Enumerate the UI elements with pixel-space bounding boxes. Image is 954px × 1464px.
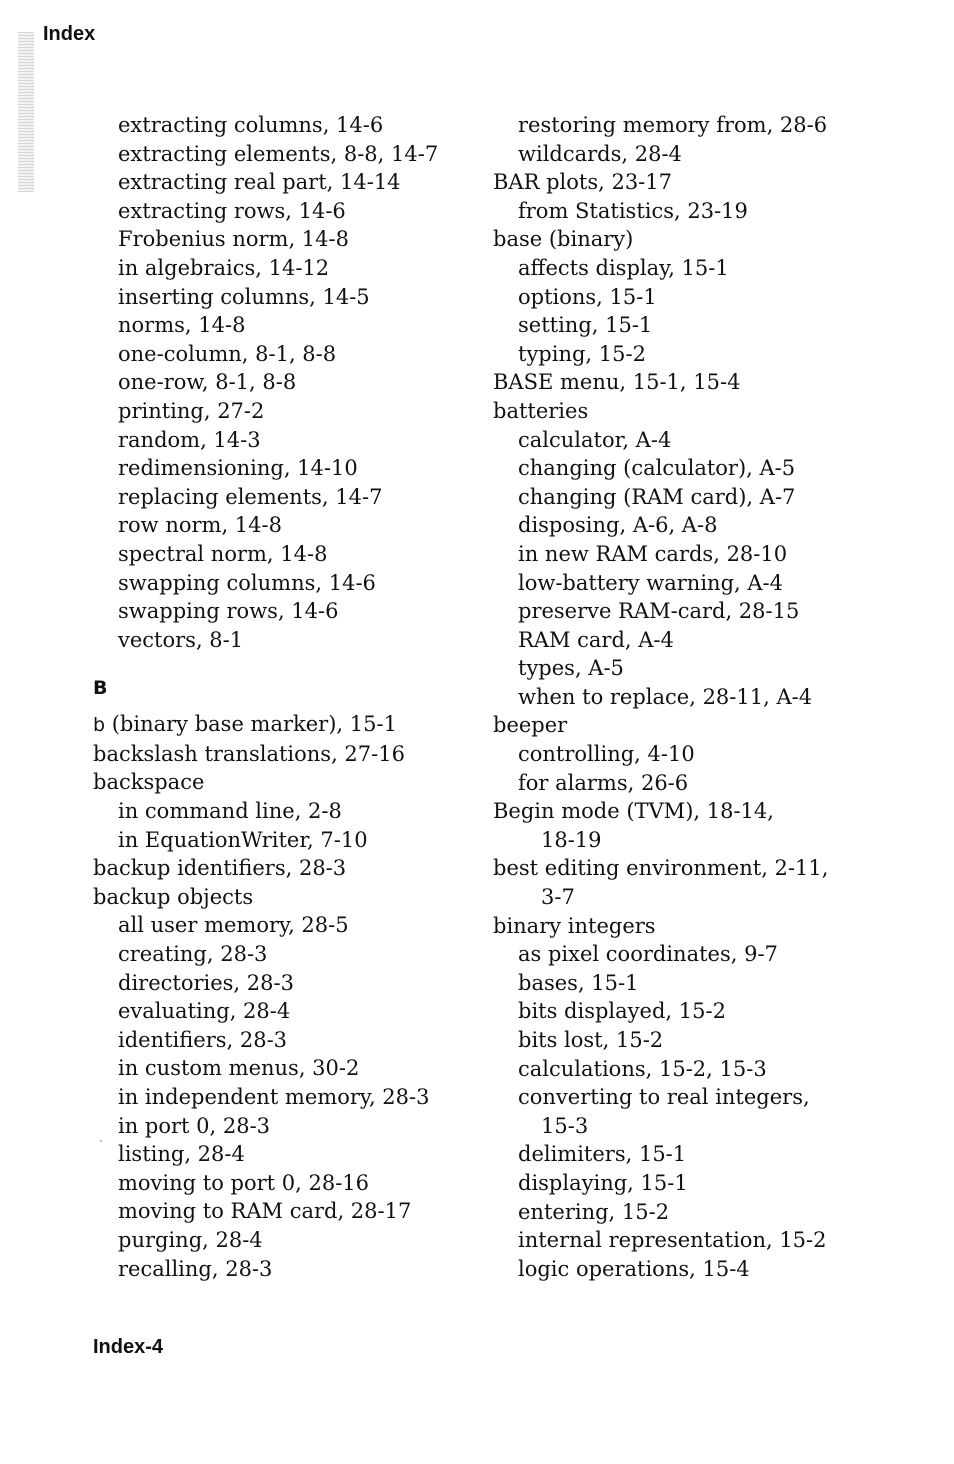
index-entry: moving to RAM card, 28-17	[118, 1199, 412, 1224]
right-entries	[493, 111, 933, 1283]
index-entry: typing, 15-2	[518, 341, 646, 366]
index-entry: random, 14-3	[118, 427, 261, 452]
index-entry: setting, 15-1	[518, 313, 653, 338]
index-entry: bits lost, 15-2	[518, 1028, 664, 1052]
index-entry: changing (calculator), A-5	[518, 456, 796, 481]
index-entry: in custom menus, 30-2	[118, 1056, 360, 1081]
index-entry: calculator, A-4	[518, 427, 672, 452]
index-entry: row norm, 14-8	[118, 513, 282, 538]
section-letter-b: B	[93, 677, 108, 700]
index-entry: listing, 28-4	[118, 1142, 245, 1167]
index-entry: printing, 27-2	[118, 398, 265, 423]
index-entry: extracting real part, 14-14	[118, 170, 401, 195]
index-entry: converting to real integers,	[518, 1085, 810, 1110]
index-entry: backspace	[93, 770, 205, 795]
left-column	[93, 111, 493, 1283]
index-entry: in command line, 2-8	[118, 799, 342, 824]
index-entry: internal representation, 15-2	[518, 1228, 827, 1253]
index-entry: evaluating, 28-4	[118, 999, 291, 1024]
index-entry: moving to port 0, 28-16	[118, 1170, 370, 1195]
index-entry: one-row, 8-1, 8-8	[118, 370, 297, 395]
index-entry: best editing environment, 2-11,	[493, 856, 829, 881]
index-entry: Begin mode (TVM), 18-14,	[493, 799, 774, 824]
left-entries-top	[93, 111, 493, 654]
index-entry: redimensioning, 14-10	[118, 456, 358, 481]
index-entry: all user memory, 28-5	[118, 913, 349, 938]
index-entry: bases, 15-1	[518, 970, 639, 995]
index-entry: low-battery warning, A-4	[518, 570, 783, 595]
binary-marker-glyph: b	[93, 714, 106, 737]
index-entry: base (binary)	[493, 227, 634, 252]
scan-speck	[100, 1140, 102, 1142]
index-entry: one-column, 8-1, 8-8	[118, 341, 337, 366]
index-entry: BASE menu, 15-1, 15-4	[493, 370, 741, 395]
index-entry: swapping rows, 14-6	[118, 599, 339, 624]
index-entry: from Statistics, 23-19	[518, 198, 748, 223]
index-entry: extracting columns, 14-6	[118, 113, 384, 137]
index-entry: options, 15-1	[518, 284, 657, 309]
index-entry-binary-marker	[93, 710, 493, 740]
index-entry: for alarms, 26-6	[518, 770, 689, 795]
index-entry: RAM card, A-4	[518, 627, 674, 652]
index-entry: backup identifiers, 28-3	[93, 856, 347, 881]
index-entry: displaying, 15-1	[518, 1170, 688, 1195]
index-entry: extracting rows, 14-6	[118, 198, 346, 223]
index-entry: norms, 14-8	[118, 313, 246, 338]
index-entry: BAR plots, 23-17	[493, 170, 672, 195]
index-entry: vectors, 8-1	[118, 627, 244, 652]
index-entry: purging, 28-4	[118, 1227, 263, 1252]
index-entry: inserting columns, 14-5	[118, 284, 370, 309]
index-entry: Frobenius norm, 14-8	[118, 227, 349, 252]
index-entry: in new RAM cards, 28-10	[518, 541, 788, 566]
index-entry: spectral norm, 14-8	[118, 541, 328, 566]
index-entry: 3-7	[541, 885, 575, 910]
index-entry: 15-3	[541, 1113, 589, 1138]
index-entry: delimiters, 15-1	[518, 1142, 687, 1167]
index-entry: in algebraics, 14-12	[118, 255, 330, 280]
index-entry: when to replace, 28-11, A-4	[518, 684, 813, 709]
index-entry: in port 0, 28-3	[118, 1113, 271, 1138]
running-head: Index	[43, 23, 96, 45]
edge-thumb-tab	[18, 32, 34, 192]
index-entry: identifiers, 28-3	[118, 1027, 288, 1052]
index-entry: directories, 28-3	[118, 970, 294, 995]
index-entry: 18-19	[541, 827, 602, 852]
index-entry: beeper	[493, 713, 568, 738]
index-entry: in independent memory, 28-3	[118, 1085, 430, 1109]
index-entry: preserve RAM-card, 28-15	[518, 599, 800, 624]
index-entry: types, A-5	[518, 656, 624, 681]
left-entries-b	[93, 740, 493, 1283]
index-entry: wildcards, 28-4	[518, 141, 682, 166]
page-number: Index-4	[93, 1336, 164, 1358]
index-entry: replacing elements, 14-7	[118, 484, 383, 509]
index-entry: affects display, 15-1	[518, 255, 729, 280]
index-entry: logic operations, 15-4	[518, 1256, 750, 1281]
index-entry: entering, 15-2	[518, 1199, 670, 1224]
index-entry: bits displayed, 15-2	[518, 999, 726, 1024]
index-entry: controlling, 4-10	[518, 742, 695, 767]
index-entry: as pixel coordinates, 9-7	[518, 942, 778, 967]
index-entry: disposing, A-6, A-8	[518, 513, 718, 538]
index-entry: in EquationWriter, 7-10	[118, 827, 368, 852]
index-entry: batteries	[493, 398, 589, 423]
index-entry: backup objects	[93, 884, 254, 909]
index-entry: restoring memory from, 28-6	[518, 113, 828, 137]
index-entry: binary integers	[493, 913, 656, 938]
index-entry: extracting elements, 8-8, 14-7	[118, 141, 439, 166]
index-entry: calculations, 15-2, 15-3	[518, 1056, 767, 1081]
index-entry: swapping columns, 14-6	[118, 570, 376, 595]
right-column	[493, 111, 933, 1283]
index-entry: creating, 28-3	[118, 942, 268, 967]
binary-marker-text: (binary base marker), 15-1	[105, 712, 397, 737]
index-entry: recalling, 28-3	[118, 1256, 273, 1281]
index-entry: backslash translations, 27-16	[93, 741, 405, 766]
index-entry: changing (RAM card), A-7	[518, 484, 796, 509]
